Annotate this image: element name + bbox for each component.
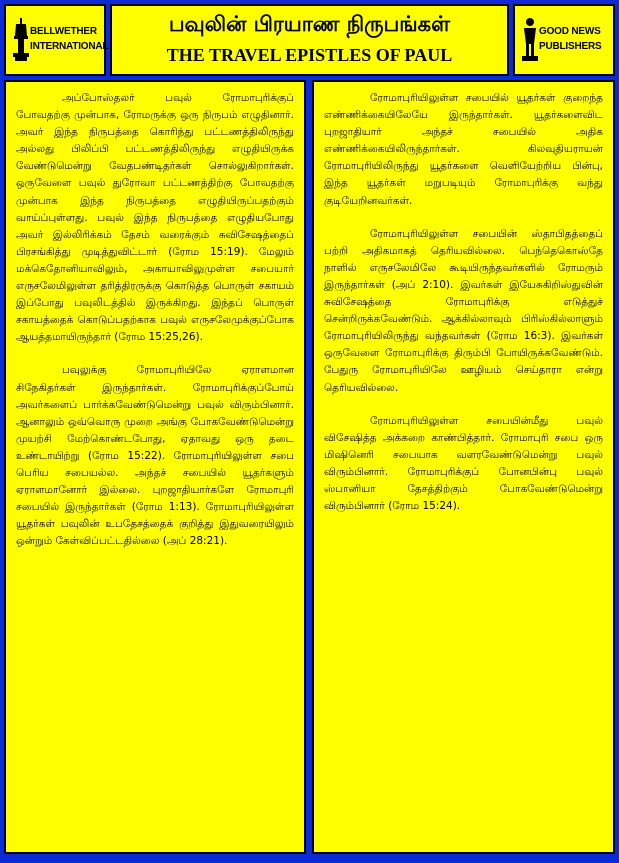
good-news-logo-line1: GOOD NEWS <box>539 26 601 37</box>
good-news-logo-text <box>539 24 601 54</box>
left-paragraph-2: பவுலுக்கு ரோமாபுரியிலே ஏராளமான சிநேகிதர்கள் இருந்தார்கள். ரோமாபுரிக்குப்போய் அவர்களைப் பார்க்கவேண்டுமென்று பவுல் விரும்பினார். ஆனாலும் ஒவ்வொரு முறை அங்கு போகவேண்டுமென்று முயற்சி மேற்கொண்டபோது, ஏதாவது ஒரு தடை உண்டாயிற்று (ரோம 15:22). ரோமாபுரியிலுள்ள சபை பெரிய சபையல்ல. அந்தச் சபையில் யூதர்களும் ஏராளமானோர் இல்லை. புறஜாதியார்களே ரோமாபுரி சபையில் இருந்தார்கள் (ரோம 1:13). ரோமாபுரியிலுள்ள யூதர்கள் பவுலின் உபதேசத்தைக் குறித்து இதுவரையிலும் ஒன்றும் கேள்விப்பட்டதில்லை (அப் 28:21). <box>16 364 294 548</box>
title-banner <box>110 4 509 76</box>
good-news-figure-icon <box>521 16 539 64</box>
page-title-english: THE TRAVEL EPISTLES OF PAUL <box>166 45 453 65</box>
header <box>4 4 615 76</box>
left-paragraph-1: அப்போஸ்தலர் பவுல் ரோமாபுரிக்குப் போவதற்கு முன்பாக, ரோமருக்கு ஒரு நிருபம் எழுதினார். அவர் இந்த நிருபத்தை கொரிந்து பட்டணத்திலிருந்து அல்லது பிலிப்பி பட்டணத்திலிருந்து எழுதியிருக்க வேண்டுமென்று வேதபண்டிதர்கள் சொல்லுகிறார்கள். ஒருவேளை பவுல் துரோவா பட்டணத்திற்கு போவதற்கு முன்பாக இந்த நிருபத்தை எழுதியிருப்பதற்கும் வாய்ப்புள்ளது. பவுல் இந்த நிருபத்தை எழுதியபோது அவர் இல்லிரிக்கம் தேசம் வரைக்கும் சுவிசேஷத்தைப் பிரசங்கித்து முடித்துவிட்டார் (ரோம 15:19). மேலும் மக்கெதோனியாவிலும், அகாயாவிலுமுள்ள சபையார் எருசலேமிலுள்ள தரித்திரருக்கு கொடுத்த பொருள் சகாயம் இப்போது பவுலிடத்தில் இருக்கிறது. இந்தப் பொருள் சகாயத்தைக் கொடுப்பதற்காக பவுல் எருசலேமுக்குப்போக ஆயத்தமாயிருந்தார் (ரோம 15:25,26). <box>16 92 294 344</box>
bellwether-logo <box>4 4 109 76</box>
good-news-logo <box>513 4 615 76</box>
good-news-logo-line2: PUBLISHERS <box>539 41 602 52</box>
page-title-tamil: பவுலின் பிரயாண நிருபங்கள் <box>168 12 451 36</box>
right-paragraph-2: ரோமாபுரியிலுள்ள சபையின் ஸ்தாபிதத்தைப் பற்றி அதிகமாகத் தெரியவில்லை. பெந்தெகொஸ்தே நாளில் எருசலேமிலே கூடியிருந்தவர்களில் ரோமரும் இருந்தார்கள் (அப் 2:10). இவர்கள் இயேசுகிறிஸ்துவின் சுவிசேஷத்தை ரோமாபுரிக்கு எடுத்துச் சென்றிருக்கவேண்டும். ஆக்கில்லாவும் பிரிஸ்கில்லாளும் ரோமாபுரியிலிருந்து வந்தவர்கள் (ரோம 16:3). இவர்கள் ஒருவேளை ரோமாபுரிக்கு திரும்பி போயிருக்கவேண்டும். பேதுரு ரோமாபுரியிலே ஊழியம் செய்தாரா என்று தெரியவில்லை. <box>324 227 603 394</box>
bellwether-bell-icon <box>12 16 30 64</box>
right-paragraph-1: ரோமாபுரியிலுள்ள சபையில் யூதர்கள் குறைந்த எண்ணிக்கையிலேயே இருந்தார்கள். யூதர்களைவிட புறஜாதியார் அந்தச் சபையில் அதிக எண்ணிக்கையிலிருந்தார்கள். கிலவுதியராயன் ரோமாபுரியிலிருந்து யூதர்களை வெளியேற்றிய பின்பு, இந்த யூதர்கள் மறுபடியும் ரோமாபுரிக்கு வந்து குடியேறினவர்கள். <box>324 92 603 207</box>
bellwether-logo-text <box>30 24 108 54</box>
bellwether-logo-line1: BELLWETHER <box>30 26 97 37</box>
right-column <box>312 80 615 854</box>
left-column <box>4 80 306 854</box>
right-paragraph-3: ரோமாபுரியிலுள்ள சபையின்மீது பவுல் விசேஷித்த அக்கறை காண்பித்தார். ரோமாபுரி சபை ஒரு மிஷினெரி சபையாக வளரவேண்டுமென்று பவுல் விரும்பினார். ரோமாபுரிக்குப் போனபின்பு பவுல் ஸ்பானியா தேசத்திற்கும் போகவேண்டுமென்று விரும்பினார் (ரோம 15:24). <box>324 414 603 513</box>
bellwether-logo-line2: INTERNATIONAL <box>30 41 109 52</box>
